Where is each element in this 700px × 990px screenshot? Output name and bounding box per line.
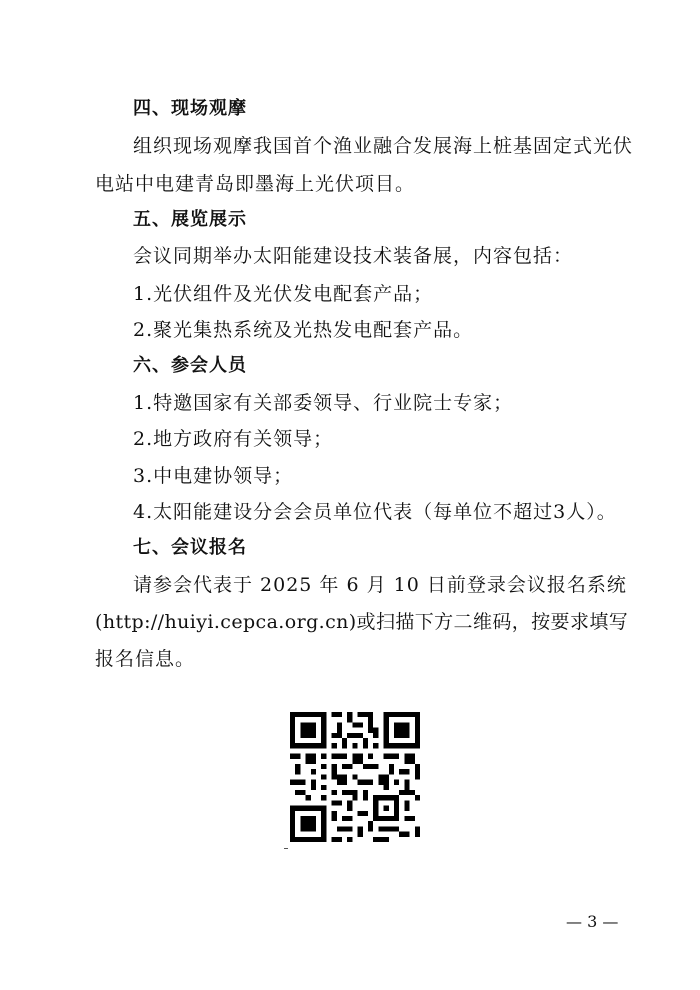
registration-paragraph-line-2: (http://huiyi.cepca.org.cn)或扫描下方二维码，按要求填写 — [95, 611, 629, 633]
section-heading-exhibition: 五、展览展示 — [133, 209, 247, 230]
section-heading-site-visit: 四、现场观摩 — [133, 98, 247, 119]
exhibition-item-2: 2.聚光集热系统及光热发电配套产品。 — [133, 319, 474, 341]
site-visit-paragraph-line-1: 组织现场观摩我国首个渔业融合发展海上桩基固定式光伏 — [133, 135, 634, 157]
attendees-item-3: 3.中电建协领导； — [133, 465, 294, 487]
exhibition-intro: 会议同期举办太阳能建设技术装备展，内容包括： — [133, 245, 574, 267]
page-number: — 3 — — [566, 912, 619, 931]
site-visit-paragraph-line-2: 电站中电建青岛即墨海上光伏项目。 — [95, 173, 416, 195]
attendees-item-2: 2.地方政府有关领导； — [133, 428, 334, 450]
section-heading-registration: 七、会议报名 — [133, 537, 247, 558]
attendees-item-4: 4.太阳能建设分会会员单位代表（每单位不超过3人）。 — [133, 501, 617, 523]
qr-code-icon[interactable] — [290, 712, 420, 842]
section-heading-attendees: 六、参会人员 — [133, 355, 247, 376]
divider-tick — [284, 848, 288, 849]
exhibition-item-1: 1.光伏组件及光伏发电配套产品； — [133, 283, 434, 305]
attendees-item-1: 1.特邀国家有关部委领导、行业院士专家； — [133, 392, 514, 414]
registration-paragraph-line-3: 报名信息。 — [95, 648, 196, 670]
registration-paragraph-line-1: 请参会代表于 2025 年 6 月 10 日前登录会议报名系统 — [133, 574, 627, 596]
